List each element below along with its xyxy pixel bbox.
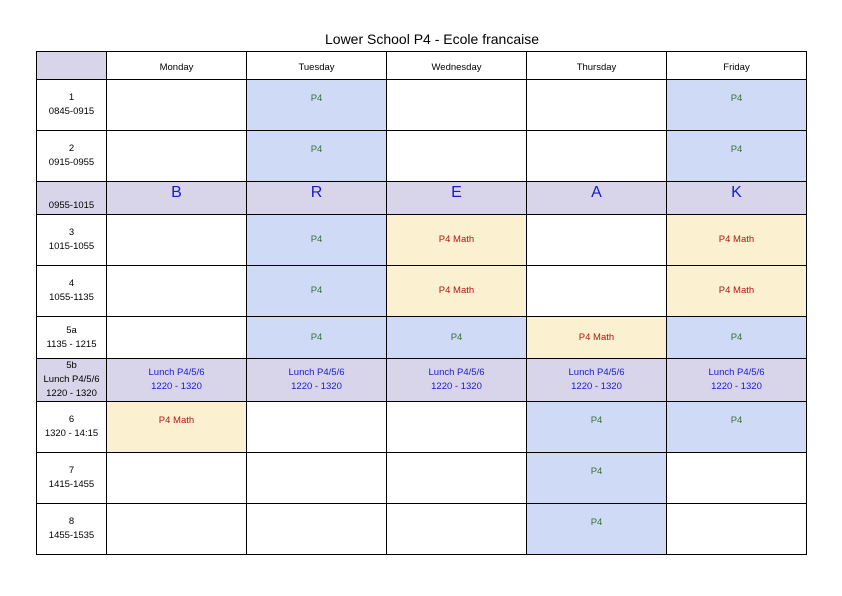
day-header-wednesday	[387, 52, 527, 80]
lesson-label: P4 Math	[718, 234, 755, 245]
lesson-cell-empty	[107, 215, 247, 266]
day-label: Tuesday	[298, 61, 335, 73]
lunch-label: Lunch P4/5/6	[708, 367, 765, 378]
lesson-cell-empty	[387, 453, 527, 504]
day-label: Monday	[159, 61, 194, 73]
lunch-time: 1220 - 1320	[571, 381, 622, 392]
lesson-cell-empty	[107, 80, 247, 131]
break-letter: K	[731, 184, 742, 201]
break-letter: E	[451, 184, 462, 201]
lesson-label: P4	[590, 517, 603, 528]
lesson-cell-empty	[387, 80, 527, 131]
period-cell	[37, 317, 107, 359]
period-number: 4	[68, 278, 75, 289]
period-row-1	[37, 80, 807, 131]
lesson-label: P4 Math	[158, 415, 195, 426]
lesson-cell-p4	[247, 215, 387, 266]
break-letter-cell	[107, 182, 247, 215]
lesson-cell-empty	[387, 131, 527, 182]
lesson-label: P4	[730, 93, 743, 104]
period-number: 2	[68, 143, 75, 154]
lunch-cell	[527, 359, 667, 402]
lesson-cell-p4-math	[107, 402, 247, 453]
period-row-2	[37, 131, 807, 182]
period-number: 5b	[66, 360, 77, 371]
lesson-cell-empty	[667, 453, 807, 504]
header-row	[37, 52, 807, 80]
period-cell	[37, 80, 107, 131]
lesson-cell-p4	[527, 402, 667, 453]
lesson-cell-empty	[107, 453, 247, 504]
lesson-cell-p4-math	[667, 215, 807, 266]
period-number: 5a	[66, 324, 77, 336]
lesson-cell-empty	[247, 504, 387, 555]
lesson-label: P4 Math	[438, 234, 475, 245]
break-letter-cell	[247, 182, 387, 215]
day-header-monday	[107, 52, 247, 80]
period-time: 0915-0955	[48, 157, 95, 168]
lesson-cell-empty	[387, 504, 527, 555]
period-cell	[37, 504, 107, 555]
break-letter: R	[310, 184, 323, 201]
period-cell	[37, 131, 107, 182]
period-row-7	[37, 453, 807, 504]
corner-cell	[37, 52, 107, 80]
lunch-cell	[667, 359, 807, 402]
period-time: 1135 - 1215	[46, 338, 97, 350]
period-row-3	[37, 215, 807, 266]
timetable	[36, 51, 807, 555]
break-row	[37, 182, 807, 215]
period-cell	[37, 215, 107, 266]
lesson-cell-empty	[527, 215, 667, 266]
period-row-8	[37, 504, 807, 555]
period-time: 0955-1015	[48, 200, 95, 211]
period-number: 6	[68, 414, 75, 425]
lesson-label: P4	[730, 144, 743, 155]
lesson-label: P4	[310, 331, 323, 343]
lesson-label: P4	[730, 415, 743, 426]
period-time: 1015-1055	[48, 241, 95, 252]
period-number: 8	[68, 516, 75, 527]
lesson-cell-empty	[527, 131, 667, 182]
lesson-cell-p4-math	[387, 215, 527, 266]
day-header-tuesday	[247, 52, 387, 80]
lesson-cell-p4	[247, 317, 387, 359]
day-label: Wednesday	[431, 61, 482, 73]
day-label: Thursday	[576, 61, 617, 73]
period-time: 1415-1455	[48, 479, 95, 490]
lesson-label: P4 Math	[718, 285, 755, 296]
lesson-label: P4	[730, 331, 743, 343]
break-letter: B	[171, 184, 182, 201]
lunch-cell	[247, 359, 387, 402]
lesson-cell-p4	[247, 80, 387, 131]
lesson-cell-empty	[107, 317, 247, 359]
lesson-cell-empty	[247, 453, 387, 504]
lunch-time: 1220 - 1320	[711, 381, 762, 392]
lesson-cell-empty	[107, 504, 247, 555]
lesson-cell-p4	[247, 266, 387, 317]
lesson-label: P4	[310, 234, 323, 245]
lesson-cell-p4	[527, 453, 667, 504]
period-time: 1320 - 14:15	[44, 428, 99, 439]
lesson-cell-p4-math	[387, 266, 527, 317]
period-time: 0845-0915	[48, 106, 95, 117]
lesson-cell-empty	[107, 266, 247, 317]
lesson-cell-empty	[247, 402, 387, 453]
lesson-cell-empty	[387, 402, 527, 453]
period-row-4	[37, 266, 807, 317]
lunch-label: Lunch P4/5/6	[428, 367, 485, 378]
period-time: 1455-1535	[48, 530, 95, 541]
lesson-cell-p4	[387, 317, 527, 359]
day-header-thursday	[527, 52, 667, 80]
lunch-time: 1220 - 1320	[151, 381, 202, 392]
lesson-label: P4	[310, 144, 323, 155]
break-period-cell	[37, 182, 107, 215]
period-cell	[37, 453, 107, 504]
period-number: 3	[68, 227, 75, 238]
day-header-friday	[667, 52, 807, 80]
lesson-cell-empty	[667, 504, 807, 555]
lesson-cell-p4	[667, 402, 807, 453]
lesson-cell-p4	[527, 504, 667, 555]
lesson-label: P4 Math	[438, 285, 475, 296]
lesson-cell-p4	[667, 131, 807, 182]
lesson-cell-p4	[667, 317, 807, 359]
period-row-5b	[37, 359, 807, 402]
period-time: 1220 - 1320	[46, 388, 97, 399]
page-title: Lower School P4 - Ecole francaise	[325, 31, 539, 47]
lunch-cell	[107, 359, 247, 402]
lunch-label: Lunch P4/5/6	[148, 367, 205, 378]
lunch-time: 1220 - 1320	[431, 381, 482, 392]
lunch-label: Lunch P4/5/6	[568, 367, 625, 378]
break-letter-cell	[387, 182, 527, 215]
lesson-cell-p4-math	[667, 266, 807, 317]
lesson-cell-empty	[527, 80, 667, 131]
break-letter-cell	[667, 182, 807, 215]
lunch-label: Lunch P4/5/6	[288, 367, 345, 378]
lesson-cell-p4-math	[527, 317, 667, 359]
lesson-label: P4	[450, 331, 463, 343]
period-row-6	[37, 402, 807, 453]
break-letter-cell	[527, 182, 667, 215]
period-cell	[37, 402, 107, 453]
period-number: 7	[68, 465, 75, 476]
period-row-5a	[37, 317, 807, 359]
lesson-cell-empty	[107, 131, 247, 182]
break-letter: A	[591, 184, 602, 201]
lesson-label: P4	[310, 93, 323, 104]
period-label: Lunch P4/5/6	[43, 374, 100, 385]
lesson-cell-p4	[247, 131, 387, 182]
lesson-label: P4	[590, 415, 603, 426]
lunch-time: 1220 - 1320	[291, 381, 342, 392]
period-time: 1055-1135	[49, 292, 94, 303]
day-label: Friday	[723, 61, 750, 73]
lunch-cell	[387, 359, 527, 402]
lesson-cell-p4	[667, 80, 807, 131]
period-cell	[37, 266, 107, 317]
lesson-label: P4	[310, 285, 323, 296]
lunch-period-cell	[37, 359, 107, 402]
lesson-cell-empty	[527, 266, 667, 317]
period-number: 1	[68, 92, 75, 103]
lesson-label: P4 Math	[578, 331, 615, 343]
lesson-label: P4	[590, 466, 603, 477]
